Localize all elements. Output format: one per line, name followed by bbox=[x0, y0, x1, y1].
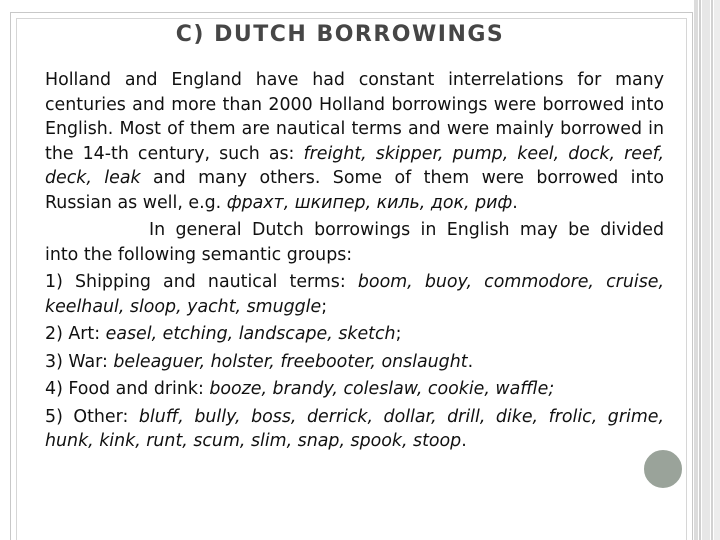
group-end: . bbox=[467, 351, 474, 372]
group-item bbox=[45, 405, 664, 454]
group-end: . bbox=[461, 431, 467, 451]
group-words: easel, etching, landscape, sketch bbox=[105, 324, 396, 344]
group-label: 2) Art: bbox=[45, 324, 106, 344]
group-end: ; bbox=[321, 296, 328, 317]
intro-end: . bbox=[512, 192, 518, 213]
group-item bbox=[45, 350, 664, 375]
decor-stripe bbox=[702, 0, 710, 540]
group-end: ; bbox=[395, 324, 402, 344]
group-label: 1) Shipping and nautical terms: bbox=[45, 272, 358, 292]
group-words: booze, brandy, coleslaw, cookie, waffle; bbox=[209, 379, 555, 399]
decor-stripe bbox=[699, 0, 701, 540]
decor-stripe bbox=[714, 0, 720, 540]
group-label: 5) Other: bbox=[45, 406, 139, 427]
intro-middle: and many others. Some of them were borrowed into Russian as well, e.g. bbox=[45, 168, 664, 213]
group-words: beleaguer, holster, freebooter, onslaught bbox=[113, 351, 468, 372]
intro-text: Holland and England have had constant interrelations for many centuries and more than 2000 Holland borrowings were borrowed into English. Most of them are nautical terms and were mainly borrowed in the 14-th century, such as: bbox=[45, 70, 664, 164]
group-label: 4) Food and drink: bbox=[45, 379, 210, 399]
group-item bbox=[45, 270, 664, 319]
groups-intro-paragraph bbox=[45, 218, 664, 267]
group-item bbox=[45, 377, 664, 402]
groups-intro-text: In general Dutch borrowings in English may be divided into the following semantic groups: bbox=[45, 220, 664, 265]
slide-title: C) DUTCH BORROWINGS bbox=[175, 22, 505, 47]
group-words: boom, buoy, commodore, cruise, keelhaul, sloop, yacht, smuggle bbox=[45, 272, 664, 317]
group-item bbox=[45, 322, 664, 347]
decor-stripe bbox=[694, 0, 698, 540]
russian-examples: фрахт, шкипер, киль, док, риф bbox=[226, 192, 513, 213]
decor-stripe bbox=[711, 0, 713, 540]
intro-paragraph bbox=[45, 68, 664, 215]
decor-circle bbox=[641, 447, 685, 491]
group-label: 3) War: bbox=[45, 351, 114, 372]
slide-body bbox=[45, 68, 664, 454]
group-words: bluff, bully, boss, derrick, dollar, drill, dike, frolic, grime, hunk, kink, runt, scum, slim, snap, spook, stoop bbox=[45, 406, 664, 451]
nautical-examples: freight, skipper, pump, keel, dock, reef, deck, leak bbox=[45, 143, 664, 188]
